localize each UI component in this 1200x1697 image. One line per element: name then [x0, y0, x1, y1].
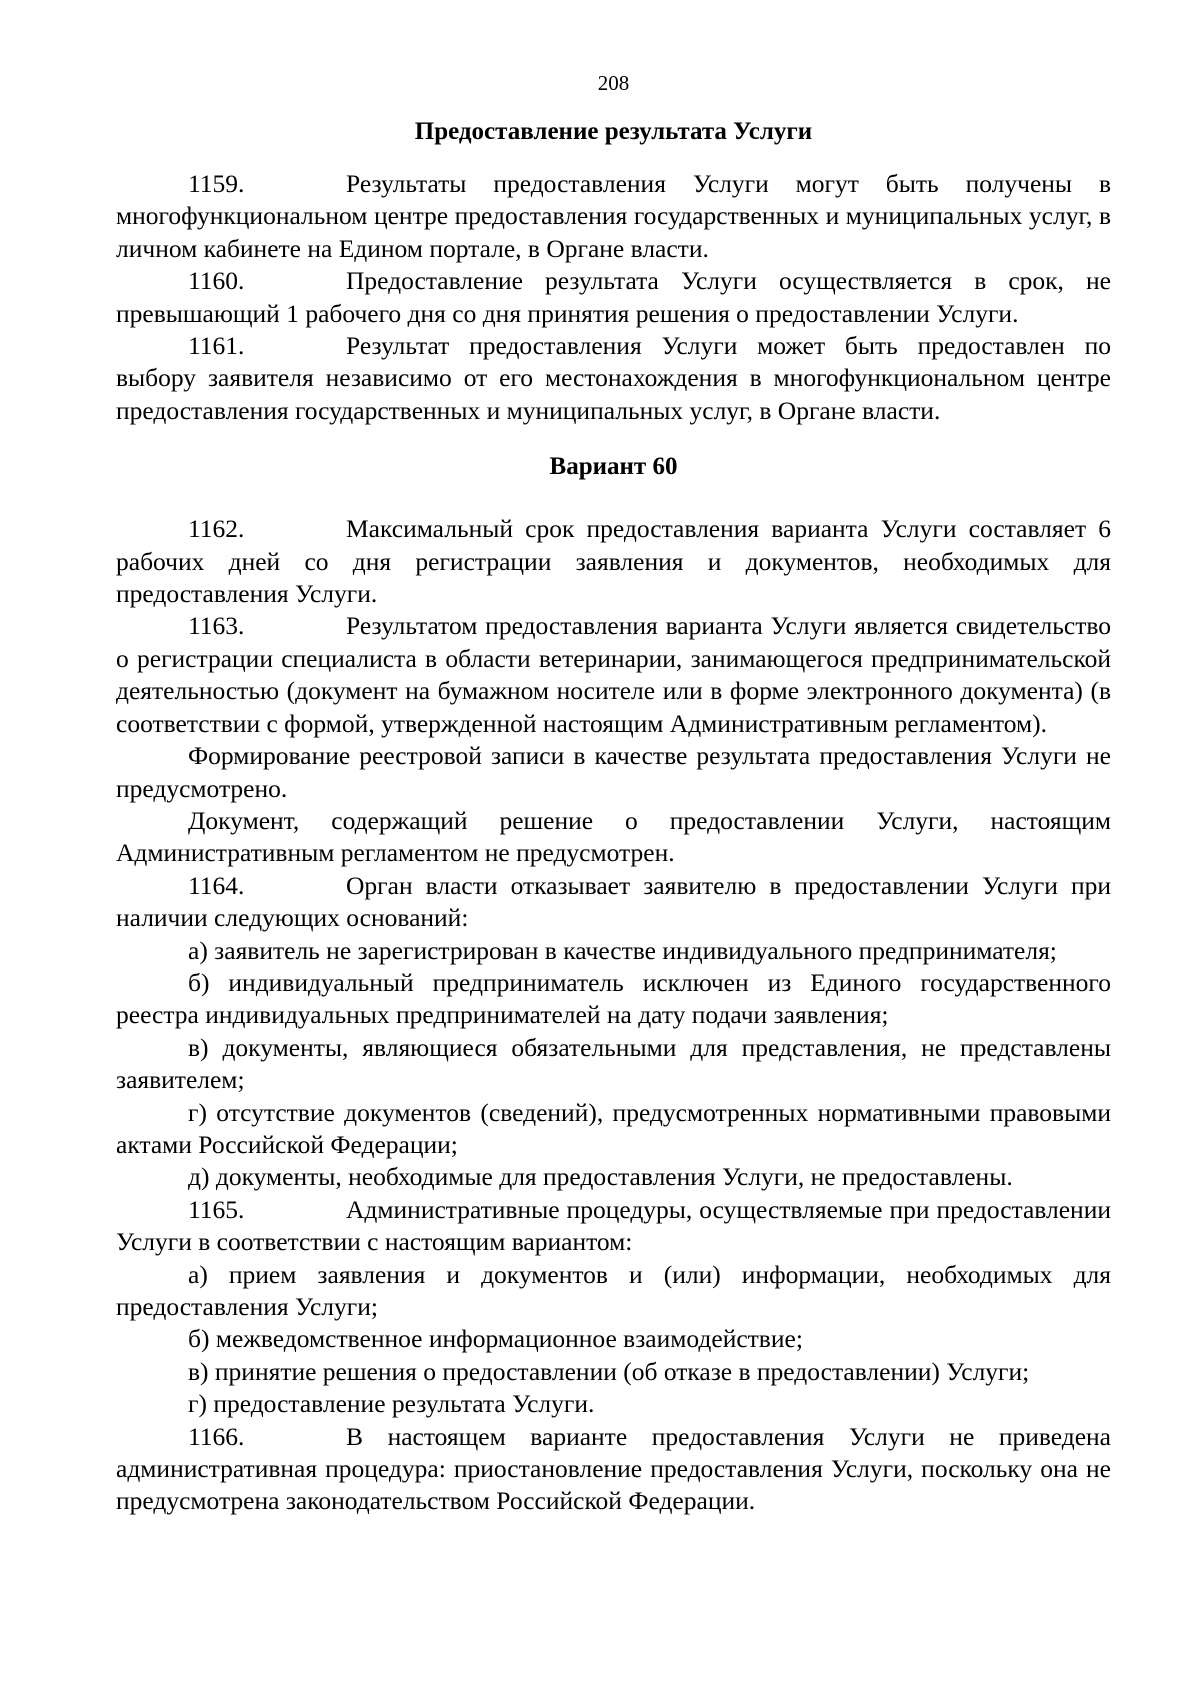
section-body	[116, 168, 1111, 427]
paragraph-text: В настоящем варианте предоставления Услуги не приведена административная процедура: приостановление предоставления Услуги, поскольку она не предусмотрена законодательством Российской Федерации.	[116, 1421, 1111, 1516]
list-item	[116, 1259, 1111, 1324]
list-item-text: а) заявитель не зарегистрирован в качестве индивидуального предпринимателя;	[188, 935, 1057, 965]
list-item	[116, 1161, 1111, 1193]
paragraph	[116, 1421, 1111, 1518]
paragraph-number: 1165.	[188, 1194, 245, 1224]
list-item-text: б) индивидуальный предприниматель исключен из Единого государственного реестра индивидуальных предпринимателей на дату подачи заявления;	[116, 967, 1111, 1030]
list-item-text: б) межведомственное информационное взаимодействие;	[188, 1324, 803, 1354]
paragraph-number: 1164.	[188, 870, 245, 900]
paragraph-text: Максимальный срок предоставления варианта Услуги составляет 6 рабочих дней со дня регистрации заявления и документов, необходимых для предоставления Услуги.	[116, 514, 1111, 609]
paragraph-number: 1162.	[188, 514, 245, 544]
page-number: 208	[597, 71, 630, 95]
list-item	[116, 1388, 1111, 1420]
paragraph-text: Результат предоставления Услуги может быть предоставлен по выбору заявителя независимо от его местонахождения в многофункциональном центре предоставления государственных и муниципальных услуг, в Органе власти.	[116, 331, 1111, 425]
paragraph-number: 1163.	[188, 611, 245, 641]
paragraph-text: Предоставление результата Услуги осуществляется в срок, не превышающий 1 рабочего дня со дня принятия решения о предоставлении Услуги.	[116, 266, 1111, 328]
paragraph-text: Результатом предоставления варианта Услуги является свидетельство о регистрации специалиста в области ветеринарии, занимающегося предпринимательской деятельностью (документ на бумажном носителе или в форме электронного документа) (в соответствии с формой, утвержденной настоящим Административным регламентом).	[116, 611, 1111, 738]
paragraph	[116, 330, 1111, 427]
list-item-text: г) отсутствие документов (сведений), предусмотренных нормативными правовыми актами Российской Федерации;	[116, 1097, 1111, 1159]
list-item	[116, 1323, 1111, 1355]
paragraph-text: Формирование реестровой записи в качестве результата предоставления Услуги не предусмотрено.	[116, 741, 1111, 803]
paragraph-number: 1166.	[188, 1421, 245, 1451]
section-heading: Предоставление результата Услуги	[414, 118, 813, 145]
list-item	[116, 967, 1111, 1032]
list-item	[116, 935, 1111, 967]
variant-heading: Вариант 60	[549, 453, 678, 481]
paragraph-number: 1159.	[188, 169, 245, 198]
paragraph	[116, 513, 1111, 610]
list-item-text: д) документы, необходимые для предоставления Услуги, не предоставлены.	[188, 1162, 1013, 1192]
list-item-text: в) документы, являющиеся обязательными для представления, не представлены заявителем;	[116, 1032, 1111, 1095]
paragraph	[116, 168, 1111, 265]
paragraph-text: Документ, содержащий решение о предоставлении Услуги, настоящим Административным регламентом не предусмотрен.	[116, 805, 1111, 868]
paragraph	[116, 1194, 1111, 1259]
list-item	[116, 1097, 1111, 1162]
paragraph	[116, 265, 1111, 330]
paragraph	[116, 805, 1111, 870]
paragraph-number: 1161.	[188, 331, 245, 361]
paragraph-text: Орган власти отказывает заявителю в предоставлении Услуги при наличии следующих оснований:	[116, 870, 1111, 933]
list-item-text: в) принятие решения о предоставлении (об отказе в предоставлении) Услуги;	[188, 1356, 1030, 1386]
paragraph	[116, 740, 1111, 805]
paragraph	[116, 610, 1111, 740]
list-item	[116, 1032, 1111, 1097]
paragraph-text: Результаты предоставления Услуги могут быть получены в многофункциональном центре предоставления государственных и муниципальных услуг, в личном кабинете на Едином портале, в Органе власти.	[116, 169, 1111, 263]
variant-body	[116, 513, 1111, 1518]
list-item-text: г) предоставление результата Услуги.	[188, 1389, 595, 1419]
paragraph	[116, 870, 1111, 935]
list-item	[116, 1356, 1111, 1388]
list-item-text: а) прием заявления и документов и (или) информации, необходимых для предоставления Услуги;	[116, 1259, 1111, 1321]
paragraph-text: Административные процедуры, осуществляемые при предоставлении Услуги в соответствии с настоящим вариантом:	[116, 1194, 1111, 1257]
paragraph-number: 1160.	[188, 266, 245, 296]
